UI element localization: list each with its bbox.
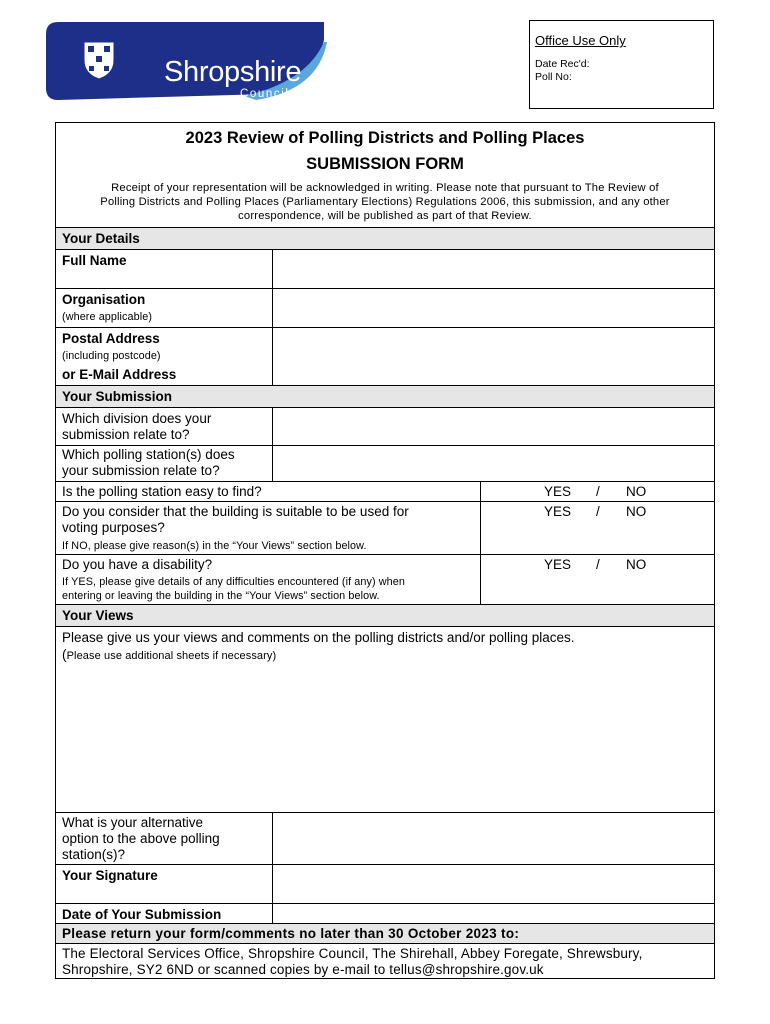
postal-address-label: Postal Address <box>62 331 160 346</box>
alternative-option-question <box>62 815 220 863</box>
postal-address-note: (including postcode) <box>62 350 161 362</box>
intro-line: Polling Districts and Polling Places (Parliamentary Elections) Regulations 2006, this submission, and any other <box>100 196 670 208</box>
date-of-submission-field[interactable] <box>272 904 715 923</box>
option-separator: / <box>596 557 600 572</box>
column-divider <box>480 481 481 604</box>
option-separator: / <box>596 504 600 519</box>
suitable-note: If NO, please give reason(s) in the “Your Views” section below. <box>62 540 367 552</box>
logo-wordmark: Shropshire <box>164 56 302 88</box>
postal-email-field[interactable] <box>272 328 715 385</box>
division-question <box>62 411 211 443</box>
suitable-question-line: Do you consider that the building is suitable to be used for <box>62 504 409 519</box>
polling-station-question-line: Which polling station(s) does <box>62 447 235 462</box>
suitable-question-line: voting purposes? <box>62 520 165 535</box>
email-address-label: or E-Mail Address <box>62 367 177 382</box>
return-address-line: Shropshire, SY2 6ND or scanned copies by e-mail to tellus@shropshire.gov.uk <box>62 962 544 977</box>
form-subtitle: SUBMISSION FORM <box>306 155 464 173</box>
return-header: Please return your form/comments no later than 30 October 2023 to: <box>56 923 714 944</box>
easy-to-find-question: Is the polling station easy to find? <box>62 484 262 499</box>
disability-no-option[interactable]: NO <box>626 557 647 572</box>
polling-station-question-line: your submission relate to? <box>62 463 220 478</box>
row-divider <box>56 501 714 502</box>
row-divider <box>56 554 714 555</box>
logo-subtitle: Council <box>240 88 290 100</box>
row-divider <box>56 481 714 482</box>
disability-note-line: If YES, please give details of any difficulties encountered (if any) when <box>62 576 405 588</box>
views-note-text: Please use additional sheets if necessary) <box>66 650 277 662</box>
disability-question: Do you have a disability? <box>62 557 213 572</box>
office-use-box <box>529 20 714 109</box>
your-details-header: Your Details <box>56 227 714 250</box>
suitable-no-option[interactable]: NO <box>626 504 647 519</box>
organisation-label: Organisation <box>62 292 146 307</box>
signature-field[interactable] <box>272 865 715 903</box>
shropshire-council-logo <box>44 20 328 102</box>
alternative-option-line: station(s)? <box>62 847 126 862</box>
alternative-option-line: option to the above polling <box>62 831 220 846</box>
return-address <box>62 946 642 978</box>
views-textarea[interactable] <box>56 663 715 811</box>
date-of-submission-label: Date of Your Submission <box>62 907 222 922</box>
date-received-label: Date Rec'd: <box>535 58 590 70</box>
disability-yes-option[interactable]: YES <box>544 557 572 572</box>
disability-note-line: entering or leaving the building in the “Your Views” section below. <box>62 590 380 602</box>
polling-station-question <box>62 447 235 479</box>
views-prompt: Please give us your views and comments on the polling districts and/or polling places. <box>62 630 575 645</box>
column-divider <box>272 250 273 385</box>
office-use-title: Office Use Only <box>535 33 626 48</box>
signature-label: Your Signature <box>62 868 158 883</box>
full-name-label: Full Name <box>62 253 127 268</box>
views-note-paren: ( <box>62 647 67 662</box>
submission-form <box>55 122 715 979</box>
suitable-yes-option[interactable]: YES <box>544 504 572 519</box>
views-note <box>62 648 276 663</box>
easy-yes-option[interactable]: YES <box>544 484 572 499</box>
column-divider <box>272 408 273 481</box>
suitable-question <box>62 504 409 536</box>
your-views-header: Your Views <box>56 604 714 627</box>
alternative-option-field[interactable] <box>272 813 715 864</box>
division-question-line: Which division does your <box>62 411 212 426</box>
intro-text <box>64 181 706 223</box>
option-separator: / <box>596 484 600 499</box>
form-title: 2023 Review of Polling Districts and Polling Places <box>185 129 585 147</box>
polling-station-field[interactable] <box>272 446 715 481</box>
division-field[interactable] <box>272 408 715 445</box>
easy-no-option[interactable]: NO <box>626 484 647 499</box>
alternative-option-line: What is your alternative <box>62 815 204 830</box>
full-name-field[interactable] <box>272 250 715 288</box>
intro-line: correspondence, will be published as part of that Review. <box>238 210 532 222</box>
column-divider <box>272 812 273 923</box>
intro-line: Receipt of your representation will be acknowledged in writing. Please note that pursuant to The Review of <box>111 182 659 194</box>
poll-number-label: Poll No: <box>535 71 572 83</box>
return-address-line: The Electoral Services Office, Shropshire Council, The Shirehall, Abbey Foregate, Shrewsbury, <box>62 946 643 961</box>
division-question-line: submission relate to? <box>62 427 190 442</box>
organisation-field[interactable] <box>272 289 715 327</box>
organisation-note: (where applicable) <box>62 311 153 323</box>
your-submission-header: Your Submission <box>56 385 714 408</box>
disability-note <box>62 575 405 603</box>
crest-icon <box>82 40 116 80</box>
